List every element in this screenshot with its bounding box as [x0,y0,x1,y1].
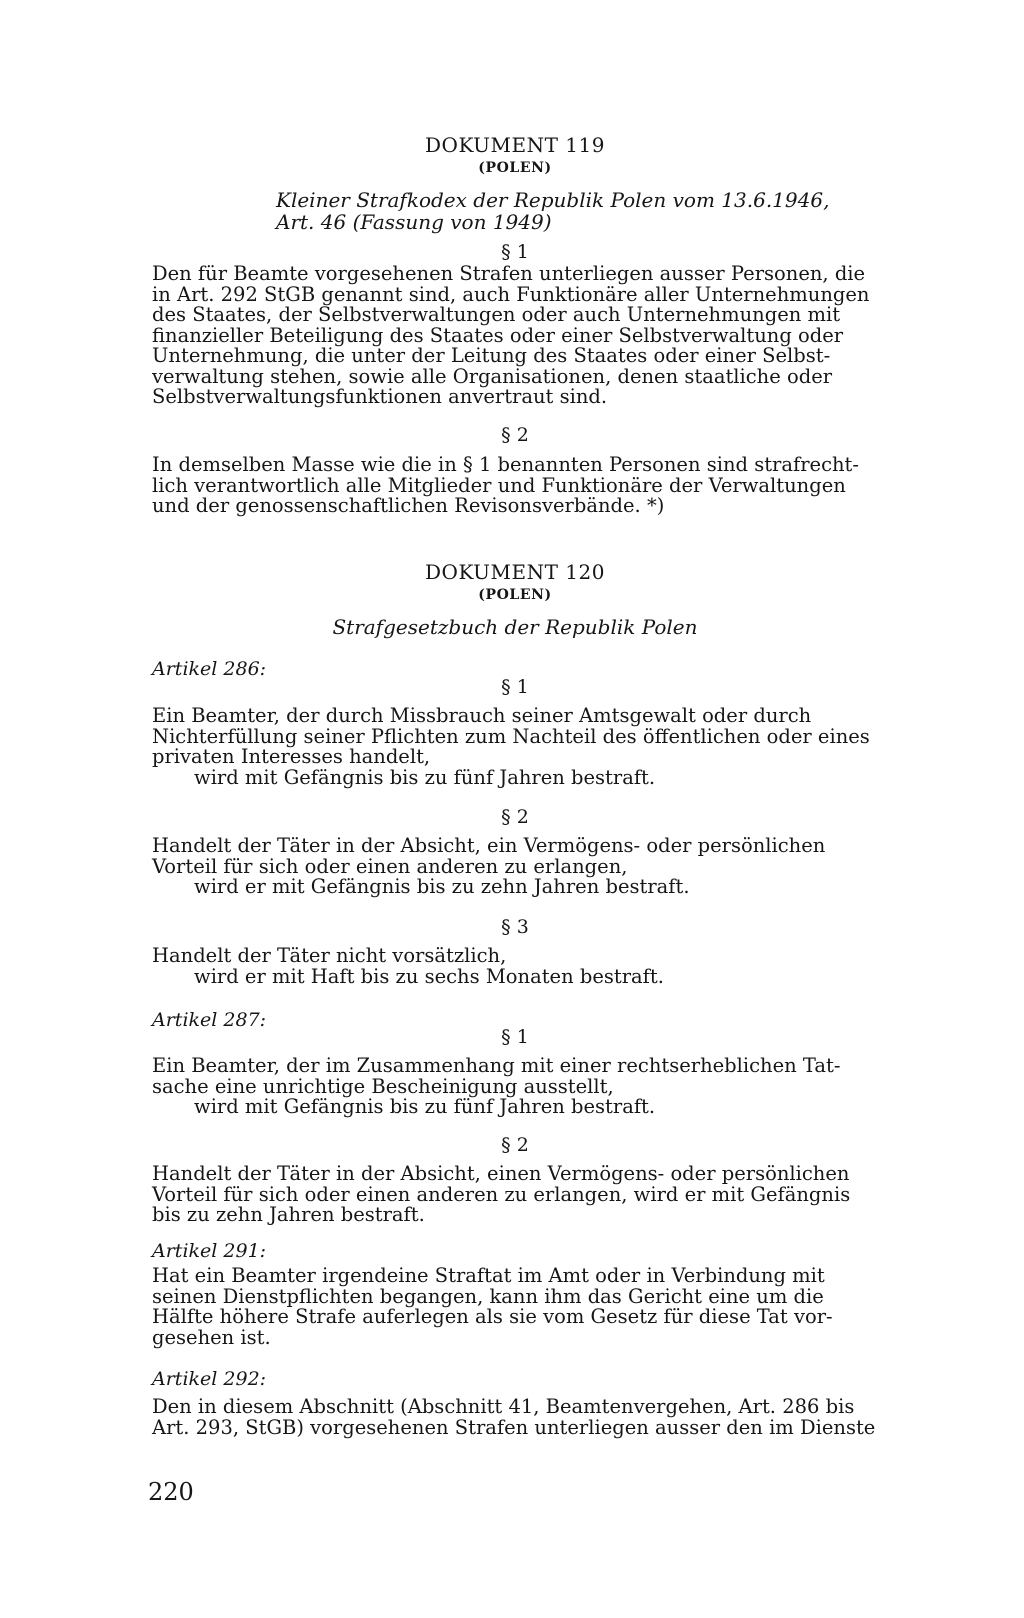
text-line: Art. 293, StGB) vorgesehenen Strafen unterliegen ausser den im Dienste [152,1415,876,1439]
sanction-line: wird er mit Gefängnis bis zu zehn Jahren bestraft. [194,875,690,898]
document-119-title: DOKUMENT 119 [425,133,605,157]
section-mark: § 1 [501,241,529,263]
text-line: verwaltung stehen, sowie alle Organisationen, denen staatliche oder [152,364,833,388]
text-line: Handelt der Täter nicht vorsätzlich, [152,944,507,967]
text-line: Vorteil für sich oder einen anderen zu erlangen, [152,854,628,878]
section-mark: § 3 [501,916,529,938]
text-line: Hälfte höhere Strafe auferlegen als sie vom Gesetz für diese Tat vor- [152,1305,833,1328]
text-line: Ein Beamter, der durch Missbrauch seiner Amtsgewalt oder durch [152,704,812,727]
article-287-label: Artikel 287: [152,1009,267,1031]
text-line: bis zu zehn Jahren bestraft. [152,1203,425,1226]
sanction-line: wird mit Gefängnis bis zu fünf Jahren bestraft. [194,765,656,789]
section-mark: § 1 [501,1026,529,1048]
paragraph [152,1164,878,1226]
text-line: seinen Dienstpflichten begangen, kann ihm das Gericht eine um die [152,1284,824,1308]
text-line: Den in diesem Abschnitt (Abschnitt 41, Beamtenvergehen, Art. 286 bis [152,1395,855,1418]
text-line: Hat ein Beamter irgendeine Straftat im Amt oder in Verbindung mit [152,1264,825,1287]
paragraph [152,455,878,517]
text-line: des Staates, der Selbstverwaltungen oder auch Unternehmungen mit [152,303,841,326]
source-line: Kleiner Strafkodex der Republik Polen vom 13.6.1946, [276,188,830,212]
paragraph [152,1266,878,1348]
text-line: in Art. 292 StGB genannt sind, auch Funktionäre aller Unternehmungen [152,282,870,306]
article-286-label: Artikel 286: [152,658,267,680]
page-number: 220 [148,1478,194,1506]
section-mark: § 1 [501,676,529,698]
text-line: finanzieller Beteiligung des Staates oder einer Selbstverwaltung oder [152,323,844,347]
document-120-title: DOKUMENT 120 [425,560,605,584]
paragraph [152,946,878,987]
text-line: Ein Beamter, der im Zusammenhang mit einer rechtserheblichen Tat- [152,1054,841,1077]
text-line: privaten Interesses handelt, [152,745,431,768]
document-120-source: Strafgesetzbuch der Republik Polen [332,615,698,639]
text-line: Unternehmung, die unter der Leitung des Staates oder einer Selbst- [152,344,831,367]
paragraph [152,1056,878,1118]
section-mark: § 2 [501,1134,529,1156]
text-line: und der genossenschaftlichen Revisonsverbände. *) [152,494,665,517]
paragraph [152,706,878,788]
paragraph [152,836,878,898]
document-120-country: (POLEN) [478,587,552,603]
article-291-label: Artikel 291: [152,1240,267,1262]
article-292-label: Artikel 292: [152,1368,267,1390]
sanction-line: wird er mit Haft bis zu sechs Monaten bestraft. [194,964,664,988]
text-line: Den für Beamte vorgesehenen Strafen unterliegen ausser Personen, die [152,262,866,285]
paragraph [152,1397,878,1438]
text-line: Handelt der Täter in der Absicht, einen Vermögens- oder persönlichen [152,1162,850,1185]
document-119-country: (POLEN) [478,160,552,176]
sanction-line: wird mit Gefängnis bis zu fünf Jahren bestraft. [194,1095,656,1118]
text-line: Vorteil für sich oder einen anderen zu erlangen, wird er mit Gefängnis [152,1182,851,1206]
source-line: Art. 46 (Fassung von 1949) [276,210,552,234]
text-line: lich verantwortlich alle Mitglieder und Funktionäre der Verwaltungen [152,473,846,497]
text-line: Handelt der Täter in der Absicht, ein Vermögens- oder persönlichen [152,834,826,857]
text-line: Nichterfüllung seiner Pflichten zum Nachteil des öffentlichen oder eines [152,724,870,748]
paragraph [152,264,878,408]
section-mark: § 2 [501,424,529,446]
text-line: In demselben Masse wie die in § 1 benannten Personen sind strafrecht- [152,453,859,476]
text-line: Selbstverwaltungsfunktionen anvertraut sind. [152,385,608,408]
text-line: gesehen ist. [152,1325,271,1349]
document-119-source [276,189,876,233]
section-mark: § 2 [501,806,529,828]
text-line: sache eine unrichtige Bescheinigung ausstellt, [152,1074,614,1098]
